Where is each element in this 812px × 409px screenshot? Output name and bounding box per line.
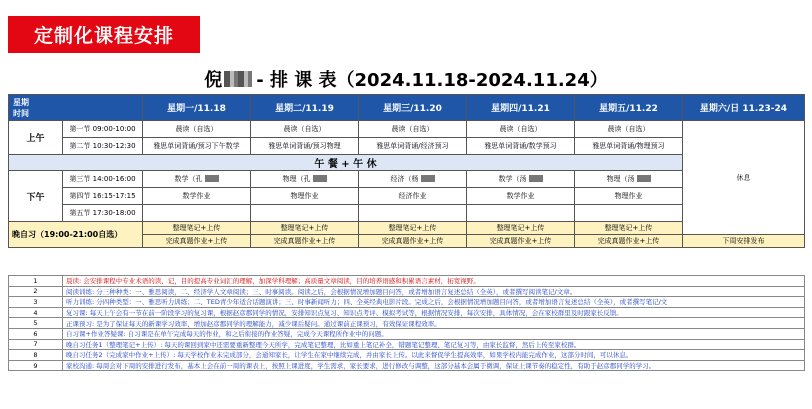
day-header: 星期三/11.20	[359, 95, 467, 121]
period-3: 第三节 14:00-16:00	[63, 171, 143, 188]
cell	[251, 205, 359, 222]
cell: 完成真题作业+上传	[359, 235, 467, 248]
note-row	[9, 350, 805, 361]
day-header: 星期一/11.18	[143, 95, 251, 121]
cell: 晨读（自选）	[575, 121, 683, 138]
cell	[575, 205, 683, 222]
cell: 经济作业	[359, 188, 467, 205]
cell: 雅思单词背诵/经济预习	[359, 138, 467, 155]
cell: 完成真题作业+上传	[467, 235, 575, 248]
slot-evening: 晚自习（19:00-21:00自选）	[9, 222, 143, 248]
corner-header	[9, 95, 143, 121]
redacted-teacher	[529, 175, 543, 182]
cell: 物理作业	[575, 188, 683, 205]
note-text: 自习课+作业答疑课: 自习课是在单午完成每天的作业，和之后衔接的作业答疑，完成今天课程所作业中的问题。	[63, 328, 805, 339]
cell: 雅思单词背诵/数学预习	[467, 138, 575, 155]
period-1: 第一节 09:00-10:00	[63, 121, 143, 138]
cell: 晨读（自选）	[359, 121, 467, 138]
period-4: 第四节 16:15-17:15	[63, 188, 143, 205]
note-row	[9, 318, 805, 329]
note-number: 3	[9, 297, 63, 308]
cell: 晨读（自选）	[251, 121, 359, 138]
note-text: 家校沟通: 每周会对下周的安排进行发布，基本上会在前一周的课表上，按照上课进度，学生需求，家长要求，进行修改与调整，这部分基本会属于微调，保证上课节奏的稳定性，有助于赵彦郡同学的学习。	[63, 360, 805, 371]
note-text: 晚自习任务2（完成家中作业+上传）: 每天学校作业未完成部分，会通知家长，让学生在家中继续完成，并由家长上传。以此来督促学生提高效率，如果学校内能完成作业，这部分时间，可以休息。	[63, 350, 805, 361]
note-text: 正课预习: 是为了保证每天的新课学习效率，增加赵彦郡同学的理解能力，减少课后疑问。通过课前正课预习，有效保证课程效率。	[63, 318, 805, 329]
note-text: 复习课: 每天上午会有一节在前一阶段学习的复习课，根据赵彦郡同学的情况，安排知识点复习、知识点考评、模拟考试等，根据情况安排，每次安排，具体情况，会在家校群里及时跟家长反馈。	[63, 307, 805, 318]
note-row	[9, 286, 805, 297]
note-number: 4	[9, 307, 63, 318]
cell: 数学作业	[143, 188, 251, 205]
redacted-teacher	[205, 175, 219, 182]
day-header: 星期五/11.22	[575, 95, 683, 121]
cell: 整理笔记+上传	[467, 222, 575, 235]
note-row	[9, 307, 805, 318]
cell: 雅思单词背诵/预习物理	[251, 138, 359, 155]
redacted-teacher	[421, 175, 435, 182]
period-5: 第五节 17:30-18:00	[63, 205, 143, 222]
cell: 雅思单词背诵/物理预习	[575, 138, 683, 155]
cell: 整理笔记+上传	[251, 222, 359, 235]
schedule-title	[0, 66, 812, 92]
redacted-teacher	[313, 175, 327, 182]
note-text: 晨读: 会安排课程中专业术语的读、记，目的提高专业词汇的理解，加深学科理解；高质量文章阅读，目的培养语感和积累语言素材，拓宽视野。	[63, 276, 805, 287]
cell	[359, 205, 467, 222]
note-number: 6	[9, 328, 63, 339]
period-2: 第二节 10:30-12:30	[63, 138, 143, 155]
slot-afternoon: 下午	[9, 171, 63, 222]
cell: 整理笔记+上传	[143, 222, 251, 235]
note-text: 听力训练: 分四种类型：一、雅思听力训练；二、TED青少年适合话题演讲；三、时事新闻听力；四、全英经典电影片段。完成之后，会根据情况增加题目问答，或者增加语言复述总结（全英），或者撰写笔记/文	[63, 297, 805, 308]
corner-time-label: 时间	[13, 108, 29, 118]
weekend-cell: 休息	[683, 121, 805, 235]
corner-day-label: 星期	[13, 97, 29, 107]
note-row	[9, 328, 805, 339]
day-header: 星期四/11.21	[467, 95, 575, 121]
lunch-row: 午 餐 + 午 休	[9, 155, 683, 171]
cell	[359, 171, 467, 188]
cell: 完成真题作业+上传	[575, 235, 683, 248]
redacted-teacher	[637, 175, 651, 182]
schedule-table	[8, 94, 805, 248]
cell	[143, 171, 251, 188]
cell	[467, 205, 575, 222]
cell: 下周安排发布	[683, 235, 805, 248]
title-text: - 排 课 表（2024.11.18-2024.11.24）	[256, 70, 608, 91]
note-number: 5	[9, 318, 63, 329]
note-number: 7	[9, 339, 63, 350]
cell: 完成真题作业+上传	[251, 235, 359, 248]
cell	[251, 171, 359, 188]
cell: 物理作业	[251, 188, 359, 205]
note-number: 2	[9, 286, 63, 297]
notes-table	[8, 275, 805, 371]
note-row	[9, 297, 805, 308]
cell: 数学作业	[467, 188, 575, 205]
slot-morning: 上午	[9, 121, 63, 155]
note-row	[9, 360, 805, 371]
class-text: 经济（杨	[390, 175, 419, 183]
redacted-name	[224, 71, 252, 87]
cell: 晨读（自选）	[467, 121, 575, 138]
note-text: 晚自习任务1（整理笔记+上传）: 每天的课回到家中还需要重新整理今天所学，完成笔记整理，比如重上笔记补全，错题笔记整理、笔记复习等，由家长监督，然后上传至家校群。	[63, 339, 805, 350]
note-number: 1	[9, 276, 63, 287]
page-banner: 定制化课程安排	[8, 16, 200, 53]
student-name: 倪	[204, 70, 223, 91]
class-text: 物理（孔	[282, 175, 311, 183]
class-text: 物理（汤	[606, 175, 635, 183]
note-row	[9, 339, 805, 350]
day-header: 星期二/11.19	[251, 95, 359, 121]
cell: 晨读（自选）	[143, 121, 251, 138]
note-number: 9	[9, 360, 63, 371]
note-row	[9, 276, 805, 287]
note-text: 阅读训练: 分三种种类：一、雅思阅读，二、经济学人文章阅读；三、时事阅读。阅读之后，会根据情况增加题目问答，或者增加语言复述总结（全英），或者撰写阅读笔记/文章。	[63, 286, 805, 297]
class-text: 数学（汤	[498, 175, 527, 183]
cell	[575, 171, 683, 188]
cell: 完成真题作业+上传	[143, 235, 251, 248]
class-text: 数学（孔	[174, 175, 203, 183]
note-number: 8	[9, 350, 63, 361]
cell	[143, 205, 251, 222]
cell: 雅思单词背诵/预习下午数学	[143, 138, 251, 155]
cell: 整理笔记+上传	[359, 222, 467, 235]
cell: 整理笔记+上传	[575, 222, 683, 235]
day-header: 星期六/日 11.23-24	[683, 95, 805, 121]
cell	[467, 171, 575, 188]
